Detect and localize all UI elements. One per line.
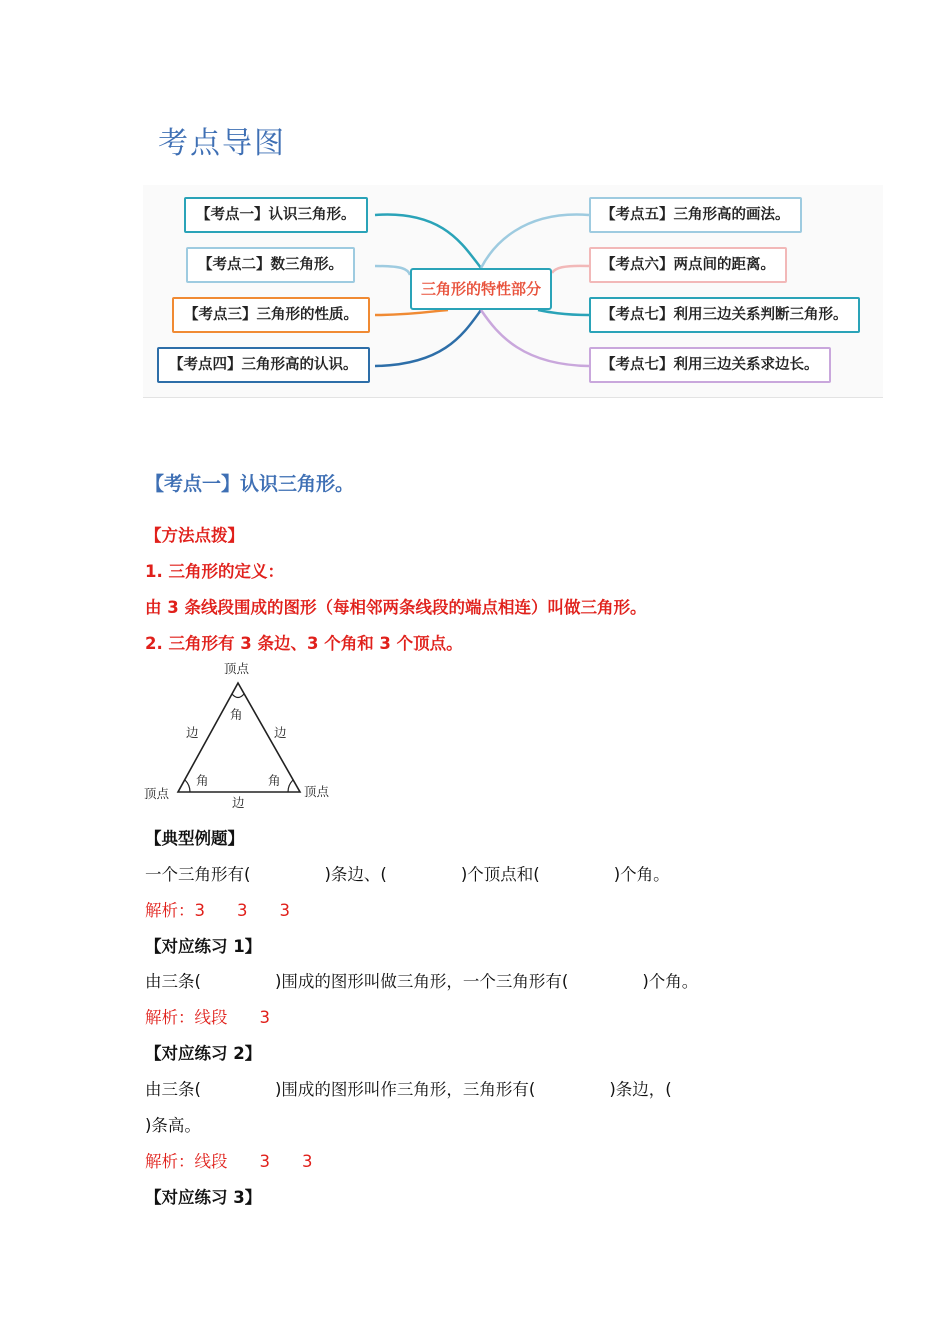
- mindmap-node-4: 【考点四】三角形高的认识。: [157, 347, 370, 383]
- example-heading: 【典型例题】: [145, 829, 244, 848]
- right-side-label: 边: [274, 725, 287, 740]
- mindmap-node-6: 【考点六】两点间的距离。: [589, 247, 787, 283]
- triangle-diagram: [140, 655, 360, 815]
- exercise-2-heading: 【对应练习 2】: [145, 1044, 262, 1063]
- top-angle-label: 角: [230, 707, 243, 722]
- mindmap-node-1: 【考点一】认识三角形。: [184, 197, 368, 233]
- right-angle-arc: [288, 780, 293, 792]
- example-question: 一个三角形有( )条边、( )个顶点和( )个角。: [145, 865, 670, 884]
- connector-8: [481, 310, 589, 366]
- right-angle-label: 角: [268, 773, 281, 788]
- exercise-1-heading: 【对应练习 1】: [145, 937, 262, 956]
- exercise-1-answer: 解析：线段 3: [145, 1008, 270, 1027]
- example-answer: 解析：3 3 3: [145, 901, 290, 920]
- connector-4: [375, 310, 481, 366]
- connector-1: [375, 215, 481, 268]
- mind-map: [143, 185, 883, 398]
- left-angle-arc: [185, 780, 190, 792]
- exercise-3-heading: 【对应练习 3】: [145, 1188, 262, 1207]
- top-angle-arc: [232, 694, 244, 698]
- top-vertex-label: 顶点: [224, 661, 250, 676]
- mindmap-node-3: 【考点三】三角形的性质。: [172, 297, 370, 333]
- mindmap-node-7: 【考点七】利用三边关系判断三角形。: [589, 297, 860, 333]
- exercise-2-question: 由三条( )围成的图形叫作三角形，三角形有( )条边，(: [145, 1080, 672, 1099]
- connector-5: [481, 215, 589, 268]
- connector-3: [375, 310, 448, 315]
- section-title: 【考点一】认识三角形。: [145, 473, 355, 495]
- definition-text: 由 3 条线段围成的图形（每相邻两条线段的端点相连）叫做三角形。: [145, 598, 647, 617]
- mindmap-node-2: 【考点二】数三角形。: [186, 247, 355, 283]
- mindmap-node-5: 【考点五】三角形高的画法。: [589, 197, 802, 233]
- connector-7: [538, 310, 589, 315]
- definition-heading: 1. 三角形的定义：: [145, 562, 284, 581]
- left-vertex-label: 顶点: [144, 786, 170, 801]
- left-angle-label: 角: [196, 773, 209, 788]
- mindmap-center: 三角形的特性部分: [410, 268, 552, 310]
- connector-2: [375, 266, 410, 275]
- exercise-2-question-cont: )条高。: [145, 1116, 201, 1135]
- mindmap-node-8: 【考点七】利用三边关系求边长。: [589, 347, 831, 383]
- triangle-fact: 2. 三角形有 3 条边、3 个角和 3 个顶点。: [145, 634, 463, 653]
- connector-6: [552, 266, 589, 273]
- left-side-label: 边: [186, 725, 199, 740]
- right-vertex-label: 顶点: [304, 784, 330, 799]
- bottom-side-label: 边: [232, 795, 245, 810]
- exercise-2-answer: 解析：线段 3 3: [145, 1152, 313, 1171]
- method-heading: 【方法点拨】: [145, 526, 244, 545]
- exercise-1-question: 由三条( )围成的图形叫做三角形，一个三角形有( )个角。: [145, 972, 699, 991]
- page-title: 考点导图: [158, 126, 286, 161]
